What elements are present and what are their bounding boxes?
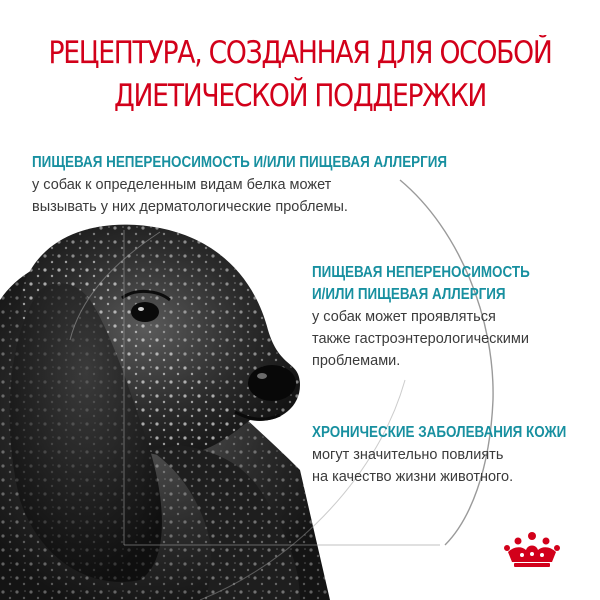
- info-block-heading: ПИЩЕВАЯ НЕПЕРЕНОСИМОСТЬ И/ИЛИ ПИЩЕВАЯ АЛЛЕРГИЯ: [32, 154, 448, 171]
- info-block-food-allergy-dermatology: [32, 152, 526, 218]
- info-block-text: у собак к определенным видам белка может: [32, 177, 332, 193]
- crown-logo-icon: [502, 530, 562, 570]
- info-block-text: вызывать у них дерматологические проблемы.: [32, 199, 348, 215]
- headline-line-2: ДИЕТИЧЕСКОЙ ПОДДЕРЖКИ: [113, 78, 487, 114]
- info-block-heading: И/ИЛИ ПИЩЕВАЯ АЛЛЕРГИЯ: [312, 286, 506, 303]
- info-block-heading: ХРОНИЧЕСКИЕ ЗАБОЛЕВАНИЯ КОЖИ: [312, 424, 567, 441]
- info-block-text: на качество жизни животного.: [312, 469, 514, 485]
- info-block-text: могут значительно повлиять: [312, 447, 504, 463]
- info-block-heading: ПИЩЕВАЯ НЕПЕРЕНОСИМОСТЬ: [312, 264, 530, 281]
- info-block-text: также гастроэнтерологическими: [312, 331, 529, 347]
- headline-line-1: РЕЦЕПТУРА, СОЗДАННАЯ ДЛЯ ОСОБОЙ: [48, 35, 552, 71]
- info-block-text: у собак может проявляться: [312, 309, 496, 325]
- info-block-text: проблемами.: [312, 353, 401, 369]
- info-block-food-allergy-gastro: [312, 262, 571, 372]
- info-block-chronic-skin: [312, 422, 600, 488]
